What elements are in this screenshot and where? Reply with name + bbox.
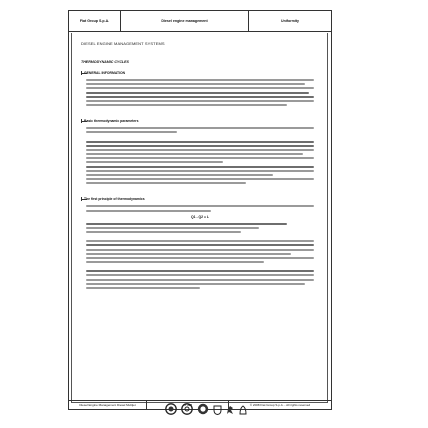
footer-document-name: Diesel Engine Management Diesel Multijet (69, 401, 147, 409)
footer-page-number: 4 / 392 (147, 401, 229, 409)
section-heading-general: GENERAL INFORMATION (81, 71, 327, 75)
document-body (81, 41, 327, 292)
header-company: Fiat Group S.p.A. (69, 11, 121, 31)
paragraph-first-principle (86, 205, 314, 289)
section-title: THERMODYNAMIC CYCLES (81, 60, 129, 64)
paragraph-parameters (86, 127, 314, 184)
document-page (68, 10, 332, 410)
formula: Q1 - Q2 = L (191, 214, 209, 219)
section-heading-first-principle: The first principle of thermodynamics (81, 197, 327, 201)
page-footer (69, 400, 331, 409)
paragraph-general (86, 79, 314, 106)
header-title: Diesel engine management (121, 11, 249, 31)
footer-copyright: © 2008 Fiat Group S.p.A. - All rights reserved (249, 403, 311, 407)
page-header (69, 11, 331, 32)
header-category: Uniformity (281, 19, 299, 23)
document-title: DIESEL ENGINE MANAGEMENT SYSTEMS (81, 41, 165, 46)
section-heading-parameters: Basic thermodynamic parameters (81, 119, 327, 123)
